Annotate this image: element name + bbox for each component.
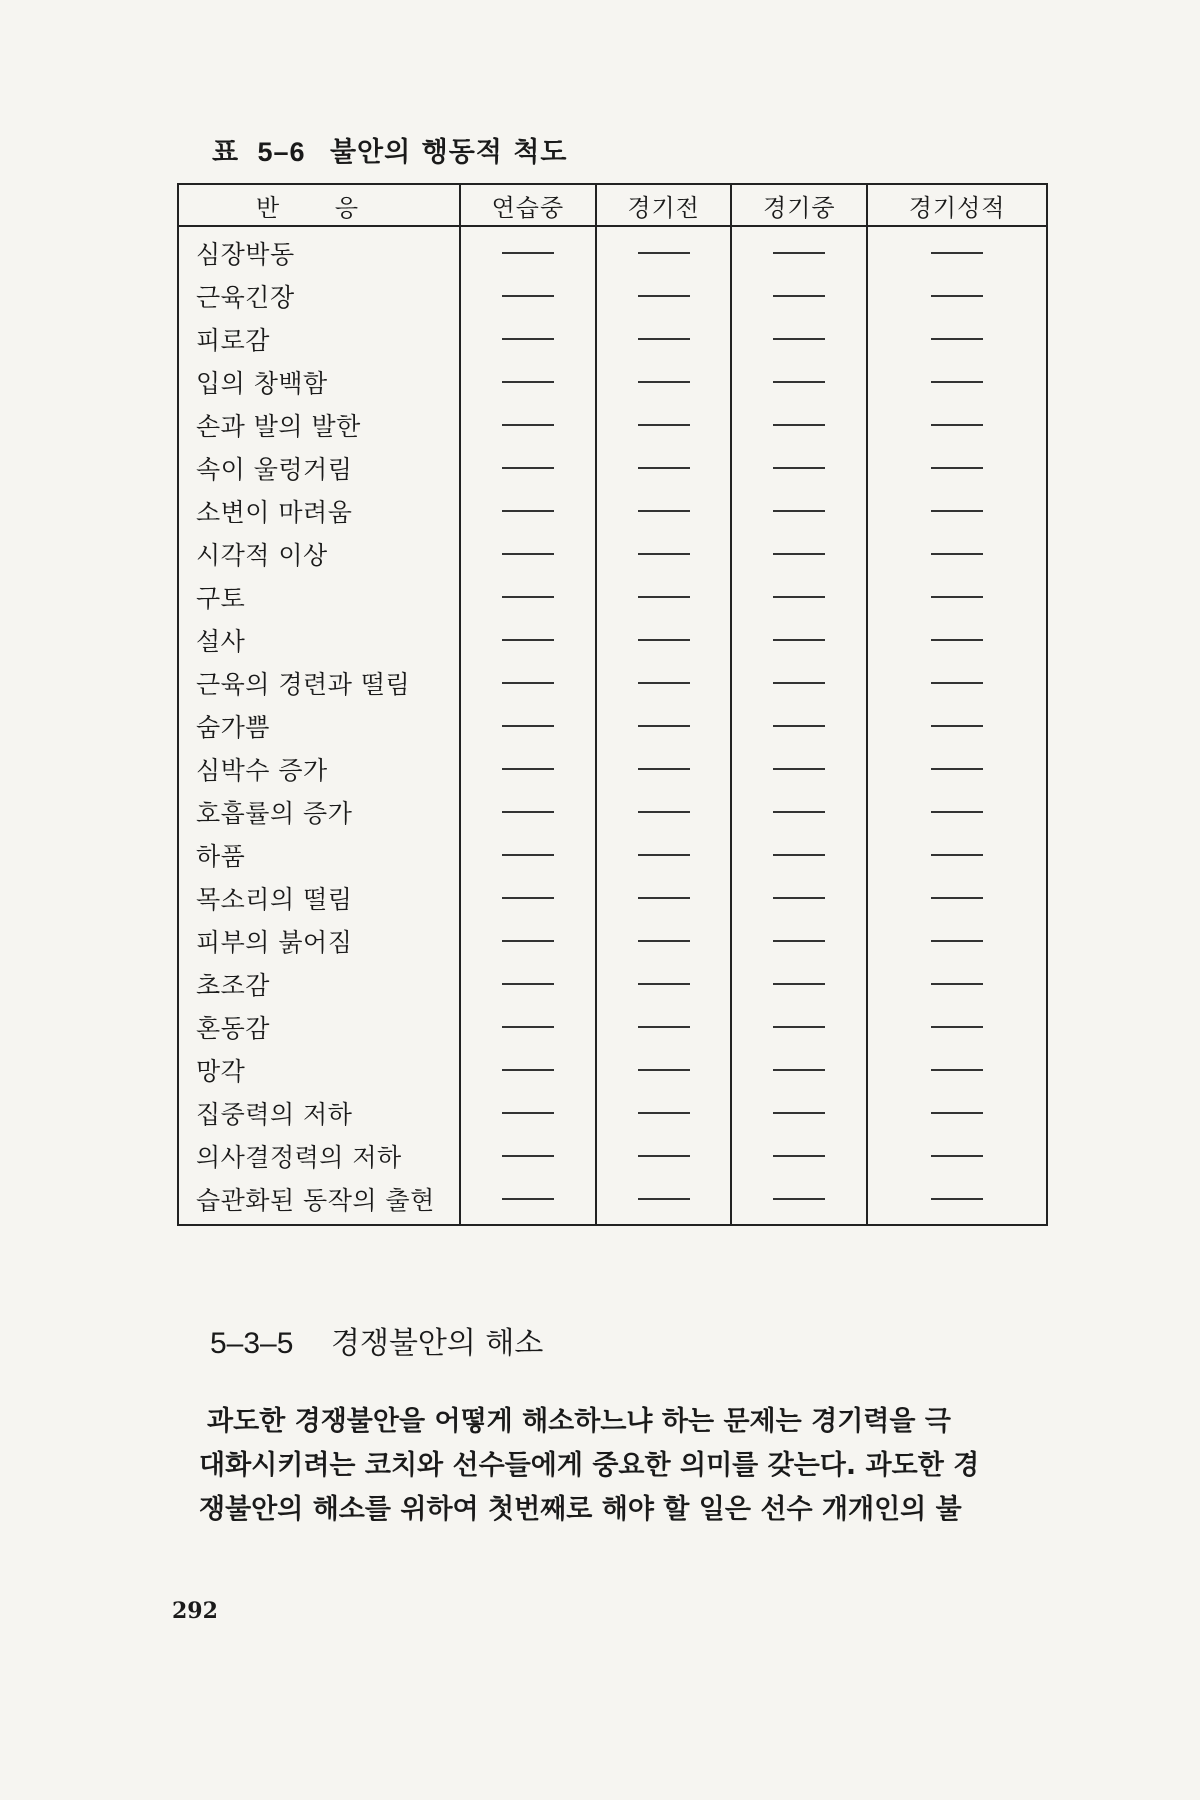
blank-line	[638, 940, 690, 942]
rating-cell	[460, 1177, 596, 1225]
table-row	[178, 790, 1047, 833]
rating-cell	[867, 962, 1047, 1005]
blank-line	[502, 1069, 554, 1071]
blank-line	[931, 983, 983, 985]
table-row	[178, 1177, 1047, 1225]
rating-cell	[460, 661, 596, 704]
response-label: 하품	[196, 841, 246, 871]
header-practice: 연습중	[460, 184, 596, 226]
rating-cell	[460, 876, 596, 919]
rating-cell	[596, 489, 732, 532]
rating-cell	[460, 360, 596, 403]
response-label: 피로감	[196, 325, 270, 355]
rating-cell	[460, 489, 596, 532]
response-label: 근육긴장	[196, 282, 295, 312]
blank-line	[931, 1026, 983, 1028]
section-title: 경쟁불안의 해소	[330, 1326, 544, 1361]
response-label: 목소리의 떨림	[196, 884, 353, 914]
table-row	[178, 489, 1047, 532]
table-row	[178, 704, 1047, 747]
rating-cell	[596, 747, 732, 790]
rating-cell	[731, 489, 867, 532]
response-label: 시각적 이상	[196, 540, 328, 570]
response-label: 초조감	[196, 970, 270, 1000]
blank-line	[502, 639, 554, 641]
rating-cell	[731, 919, 867, 962]
rating-cell	[867, 661, 1047, 704]
blank-line	[502, 467, 554, 469]
blank-line	[931, 338, 983, 340]
table-caption-title: 불안의 행동적 척도	[329, 137, 568, 168]
blank-line	[638, 768, 690, 770]
table-row	[178, 747, 1047, 790]
rating-cell	[460, 1048, 596, 1091]
blank-line	[773, 1198, 825, 1200]
rating-cell	[460, 962, 596, 1005]
response-label: 속이 울렁거림	[196, 454, 353, 484]
blank-line	[502, 725, 554, 727]
blank-line	[773, 682, 825, 684]
rating-cell	[460, 1005, 596, 1048]
rating-cell	[596, 575, 732, 618]
rating-cell	[460, 446, 596, 489]
blank-line	[502, 811, 554, 813]
table-caption	[212, 130, 567, 169]
blank-line	[931, 467, 983, 469]
rating-cell	[867, 833, 1047, 876]
rating-cell	[867, 575, 1047, 618]
rating-cell	[867, 747, 1047, 790]
rating-cell	[867, 446, 1047, 489]
blank-line	[773, 983, 825, 985]
header-before-game: 경기전	[596, 184, 732, 226]
blank-line	[931, 553, 983, 555]
blank-line	[502, 338, 554, 340]
blank-line	[773, 811, 825, 813]
blank-line	[638, 381, 690, 383]
rating-cell	[460, 532, 596, 575]
blank-line	[502, 1112, 554, 1114]
blank-line	[931, 768, 983, 770]
rating-cell	[596, 1005, 732, 1048]
rating-cell	[731, 1091, 867, 1134]
response-label: 소변이 마려움	[196, 497, 353, 527]
rating-cell	[460, 790, 596, 833]
rating-cell	[731, 226, 867, 274]
table-row	[178, 446, 1047, 489]
rating-cell	[460, 1134, 596, 1177]
blank-line	[502, 1026, 554, 1028]
blank-line	[931, 1112, 983, 1114]
blank-line	[638, 1112, 690, 1114]
table-caption-label: 표	[212, 137, 240, 168]
table-row	[178, 532, 1047, 575]
rating-cell	[731, 446, 867, 489]
anxiety-behavior-scale-table	[177, 183, 1048, 1226]
rating-cell	[867, 489, 1047, 532]
response-label: 심장박동	[196, 239, 295, 269]
table-row	[178, 403, 1047, 446]
response-label: 의사결정력의 저하	[196, 1142, 402, 1172]
blank-line	[502, 1198, 554, 1200]
section-heading	[210, 1318, 543, 1362]
rating-cell	[460, 1091, 596, 1134]
rating-cell	[596, 360, 732, 403]
blank-line	[638, 596, 690, 598]
blank-line	[931, 295, 983, 297]
blank-line	[773, 1112, 825, 1114]
table-body	[178, 226, 1047, 1225]
blank-line	[773, 338, 825, 340]
rating-cell	[731, 1177, 867, 1225]
response-label: 입의 창백함	[196, 368, 328, 398]
rating-cell	[867, 403, 1047, 446]
blank-line	[773, 854, 825, 856]
blank-line	[502, 682, 554, 684]
table-row	[178, 1091, 1047, 1134]
blank-line	[773, 1155, 825, 1157]
rating-cell	[596, 446, 732, 489]
table-row	[178, 1005, 1047, 1048]
blank-line	[502, 510, 554, 512]
rating-cell	[460, 226, 596, 274]
rating-cell	[867, 226, 1047, 274]
table-row	[178, 618, 1047, 661]
blank-line	[773, 424, 825, 426]
table-caption-number: 5–6	[257, 137, 306, 167]
rating-cell	[731, 532, 867, 575]
blank-line	[773, 1069, 825, 1071]
rating-cell	[596, 919, 732, 962]
header-performance: 경기성적	[867, 184, 1047, 226]
rating-cell	[596, 876, 732, 919]
rating-cell	[596, 532, 732, 575]
rating-cell	[596, 618, 732, 661]
rating-cell	[460, 704, 596, 747]
table-row	[178, 274, 1047, 317]
rating-cell	[596, 1091, 732, 1134]
blank-line	[773, 252, 825, 254]
rating-cell	[731, 1005, 867, 1048]
blank-line	[931, 1155, 983, 1157]
blank-line	[502, 295, 554, 297]
rating-cell	[596, 1177, 732, 1225]
table-row	[178, 661, 1047, 704]
response-label: 근육의 경련과 떨림	[196, 669, 411, 699]
rating-cell	[867, 532, 1047, 575]
rating-cell	[731, 876, 867, 919]
blank-line	[638, 510, 690, 512]
blank-line	[773, 725, 825, 727]
rating-cell	[460, 274, 596, 317]
rating-cell	[731, 1134, 867, 1177]
table-row	[178, 919, 1047, 962]
response-label: 설사	[196, 626, 246, 656]
rating-cell	[731, 317, 867, 360]
rating-cell	[596, 317, 732, 360]
blank-line	[931, 596, 983, 598]
response-label: 숨가쁨	[196, 712, 270, 742]
blank-line	[502, 1155, 554, 1157]
blank-line	[502, 983, 554, 985]
blank-line	[638, 983, 690, 985]
blank-line	[773, 768, 825, 770]
blank-line	[638, 1155, 690, 1157]
page-number: 292	[172, 1598, 218, 1624]
blank-line	[502, 940, 554, 942]
rating-cell	[596, 833, 732, 876]
table-row	[178, 962, 1047, 1005]
rating-cell	[731, 575, 867, 618]
blank-line	[931, 811, 983, 813]
rating-cell	[596, 403, 732, 446]
blank-line	[773, 897, 825, 899]
rating-cell	[867, 1091, 1047, 1134]
table-row	[178, 226, 1047, 274]
blank-line	[502, 596, 554, 598]
blank-line	[502, 424, 554, 426]
blank-line	[773, 1026, 825, 1028]
table-row	[178, 575, 1047, 618]
response-label: 습관화된 동작의 출현	[196, 1185, 435, 1215]
blank-line	[638, 897, 690, 899]
blank-line	[931, 252, 983, 254]
blank-line	[638, 338, 690, 340]
table-row	[178, 317, 1047, 360]
rating-cell	[596, 274, 732, 317]
blank-line	[773, 510, 825, 512]
table-row	[178, 1134, 1047, 1177]
rating-cell	[460, 403, 596, 446]
blank-line	[502, 854, 554, 856]
response-label: 망각	[196, 1056, 246, 1086]
blank-line	[502, 252, 554, 254]
blank-line	[931, 725, 983, 727]
blank-line	[638, 682, 690, 684]
table-row	[178, 833, 1047, 876]
blank-line	[773, 381, 825, 383]
blank-line	[773, 639, 825, 641]
blank-line	[638, 295, 690, 297]
rating-cell	[731, 274, 867, 317]
paragraph-line: 대화시키려는 코치와 선수들에게 중요한 의미를 갖는다. 과도한 경	[199, 1450, 980, 1481]
table-row	[178, 360, 1047, 403]
blank-line	[638, 424, 690, 426]
blank-line	[931, 1069, 983, 1071]
rating-cell	[596, 1134, 732, 1177]
header-during-game: 경기중	[731, 184, 867, 226]
rating-cell	[731, 962, 867, 1005]
section-number: 5–3–5	[210, 1327, 294, 1360]
blank-line	[502, 553, 554, 555]
rating-cell	[596, 661, 732, 704]
blank-line	[931, 1198, 983, 1200]
blank-line	[773, 295, 825, 297]
response-label: 심박수 증가	[196, 755, 328, 785]
rating-cell	[596, 226, 732, 274]
blank-line	[638, 553, 690, 555]
rating-cell	[460, 833, 596, 876]
blank-line	[931, 682, 983, 684]
blank-line	[638, 1069, 690, 1071]
blank-line	[638, 811, 690, 813]
rating-cell	[596, 790, 732, 833]
response-label: 피부의 붉어짐	[196, 927, 353, 957]
blank-line	[931, 424, 983, 426]
rating-cell	[867, 1134, 1047, 1177]
blank-line	[638, 1198, 690, 1200]
table-row	[178, 1048, 1047, 1091]
response-label: 구토	[196, 583, 246, 613]
rating-cell	[731, 790, 867, 833]
blank-line	[502, 768, 554, 770]
blank-line	[931, 381, 983, 383]
rating-cell	[867, 1005, 1047, 1048]
rating-cell	[867, 1177, 1047, 1225]
rating-cell	[867, 274, 1047, 317]
response-label: 혼동감	[196, 1013, 270, 1043]
blank-line	[773, 940, 825, 942]
rating-cell	[731, 704, 867, 747]
blank-line	[638, 725, 690, 727]
rating-cell	[731, 403, 867, 446]
blank-line	[773, 596, 825, 598]
blank-line	[773, 553, 825, 555]
blank-line	[931, 940, 983, 942]
rating-cell	[731, 661, 867, 704]
blank-line	[638, 854, 690, 856]
blank-line	[931, 510, 983, 512]
rating-cell	[867, 919, 1047, 962]
paragraph-line: 쟁불안의 해소를 위하여 첫번째로 해야 할 일은 선수 개개인의 불	[199, 1494, 962, 1525]
header-response: 반 응	[178, 184, 460, 226]
rating-cell	[731, 833, 867, 876]
rating-cell	[867, 360, 1047, 403]
table-row	[178, 876, 1047, 919]
rating-cell	[867, 1048, 1047, 1091]
rating-cell	[460, 575, 596, 618]
rating-cell	[867, 876, 1047, 919]
blank-line	[773, 467, 825, 469]
blank-line	[931, 854, 983, 856]
body-paragraph	[199, 1400, 1049, 1532]
rating-cell	[460, 618, 596, 661]
blank-line	[638, 639, 690, 641]
blank-line	[638, 467, 690, 469]
rating-cell	[460, 747, 596, 790]
rating-cell	[731, 747, 867, 790]
rating-cell	[867, 704, 1047, 747]
rating-cell	[460, 317, 596, 360]
rating-cell	[731, 360, 867, 403]
response-label: 집중력의 저하	[196, 1099, 353, 1129]
rating-cell	[596, 962, 732, 1005]
rating-cell	[867, 790, 1047, 833]
blank-line	[931, 639, 983, 641]
blank-line	[502, 381, 554, 383]
blank-line	[931, 897, 983, 899]
table-header-row	[178, 184, 1047, 226]
rating-cell	[596, 704, 732, 747]
rating-cell	[867, 618, 1047, 661]
rating-cell	[867, 317, 1047, 360]
rating-cell	[731, 1048, 867, 1091]
response-label: 호흡률의 증가	[196, 798, 353, 828]
blank-line	[638, 1026, 690, 1028]
response-label: 손과 발의 발한	[196, 411, 361, 441]
blank-line	[502, 897, 554, 899]
rating-cell	[731, 618, 867, 661]
blank-line	[638, 252, 690, 254]
paragraph-line: 과도한 경쟁불안을 어떻게 해소하느냐 하는 문제는 경기력을 극	[207, 1406, 951, 1437]
rating-cell	[460, 919, 596, 962]
rating-cell	[596, 1048, 732, 1091]
